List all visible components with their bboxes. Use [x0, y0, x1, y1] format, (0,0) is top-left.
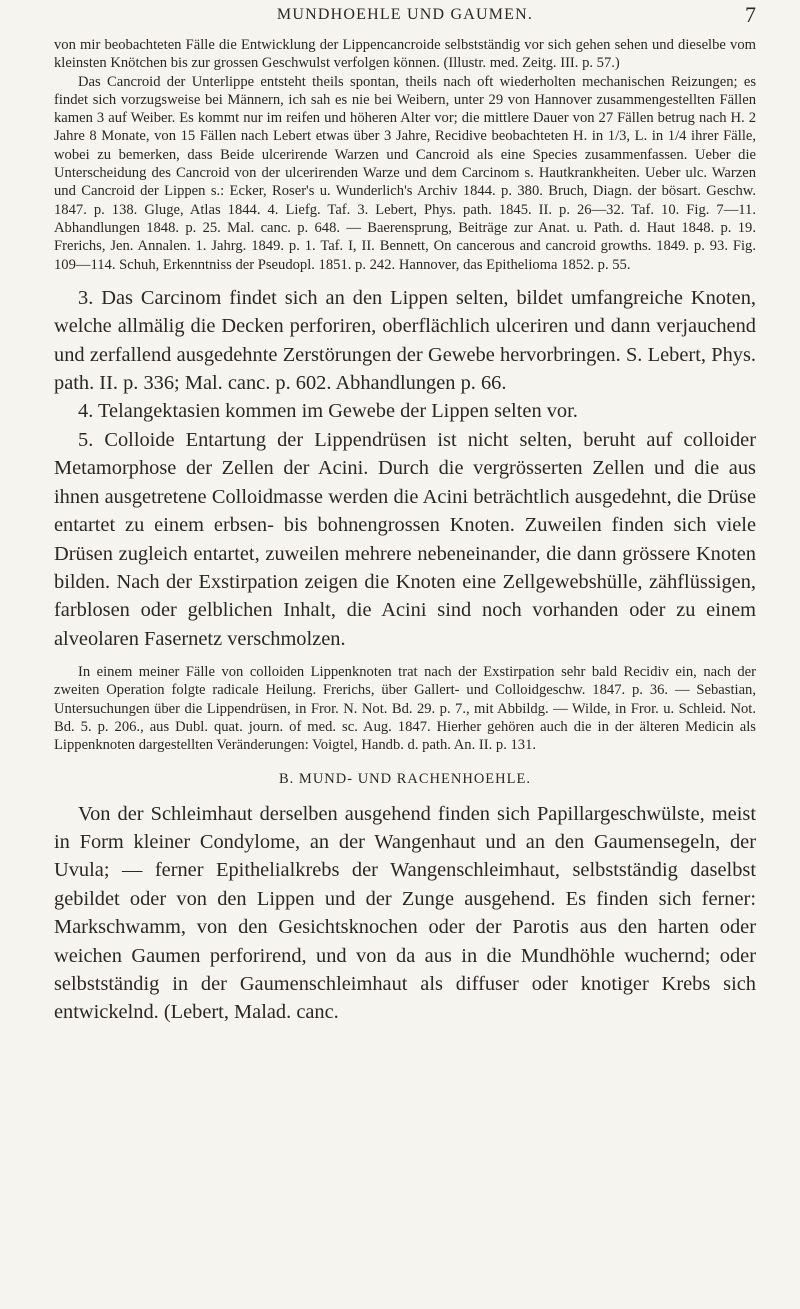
paragraph-carcinom: 3. Das Carcinom findet sich an den Lippen selten, bildet umfangreiche Knoten, welche allmälig die Decken perforiren, oberflächlich ulceriren und dann verjauchend und zerfallend ausgedehnte Zerstörungen der Gewebe hervorbringen. S. Lebert, Phys. path. II. p. 336; Mal. canc. p. 602. Abhandlungen p. 66.	[54, 286, 756, 395]
paragraph-telangektasien: 4. Telangektasien kommen im Gewebe der Lippen selten vor.	[78, 400, 578, 423]
paragraph-colloid-references: In einem meiner Fälle von colloiden Lippenknoten trat nach der Exstirpation sehr bald Recidiv ein, nach der zweiten Operation folgte radicale Heilung. Frerichs, über Gallert- und Colloidgeschw. 1847. p. 36. — Sebastian, Untersuchungen über die Lippendrüsen, in Fror. N. Not. Bd. 29. p. 7., mit Abbildg. — Wilde, in Fror. u. Schleid. Not. Bd. 5. p. 206., aus Dubl. quat. journ. of med. sc. Aug. 1847. Hierher gehören auch die in der älteren Medicin als Lippenknoten dargestellten Veränderungen: Voigtel, Handb. d. path. An. II. p. 131.	[54, 664, 756, 754]
paragraph-continuation: von mir beobachteten Fälle die Entwicklung der Lippencancroide selbstständig vor sich gehen sehen und dieselbe vom kleinsten Knötchen bis zur grossen Geschwulst verfolgen können. (Illustr. med. Zeitg. III. p. 57.)	[54, 37, 756, 72]
paragraph-colloide-entartung: 5. Colloide Entartung der Lippendrüsen ist nicht selten, beruht auf colloider Metamorphose der Zellen der Acini. Durch die vergrösserten Zellen und die aus ihnen ausgetretene Colloidmasse werden die Acini beträchtlich ausgedehnt, die Drüse entartet zu einem erbsen- bis bohnengrossen Knoten. Zuweilen finden sich viele Drüsen zugleich entartet, zuweilen mehrere nebeneinander, die dann grössere Knoten bilden. Nach der Exstirpation zeigen die Knoten eine Zellgewebshülle, zähflüssigen, farblosen oder gelblichen Inhalt, die Acini sind noch vorhanden oder zu einem alveolaren Fasernetz verschmolzen.	[54, 428, 756, 650]
paragraph-mund-rachenhoehle: Von der Schleimhaut derselben ausgehend finden sich Papillargeschwülste, meist in Form kleiner Condylome, an der Wangenhaut und an den Gaumensegeln, der Uvula; — ferner Epithelialkrebs der Wangenschleimhaut, selbstständig daselbst gebildet oder von den Lippen und der Zunge ausgehend. Es finden sich ferner: Markschwamm, von den Gesichtsknochen oder der Parotis aus den harten oder weichen Gaumen perforirend, und von da aus in die Mundhöhle wuchernd; oder selbstständig in der Gaumenschleimhaut als diffuser oder knotiger Krebs sich entwickelnd. (Lebert, Malad. canc.	[54, 802, 756, 1024]
running-title: MUNDHOEHLE UND GAUMEN.	[276, 6, 534, 23]
running-head	[54, 0, 756, 36]
page-number: 7	[745, 2, 756, 27]
section-heading: B. MUND- UND RACHENHOEHLE.	[279, 770, 531, 787]
paragraph-cancroid-references: Das Cancroid der Unterlippe entsteht theils spontan, theils nach oft wiederholten mechanischen Reizungen; es findet sich vorzugsweise bei Männern, ich sah es nie bei Weibern, unter 29 von Hannover zusammengestellten Fällen kamen 3 auf Weiber. Es kommt nur im reifen und höheren Alter vor; die mittlere Dauer von 27 Fällen betrug nach H. 2 Jahre 8 Monate, von 15 Fällen nach Lebert etwas über 3 Jahre, Recidive beobachteten H. in 1/3, L. in 1/4 ihrer Fälle, wobei zu bemerken, dass Beide ulcerirende Warzen und Cancroid als eine Species zusammenfassen. Ueber die Unterscheidung des Cancroid von der ulcerirenden Warze und dem Carcinom s. Hautkrankheiten. Ueber ulc. Warzen und Cancroid der Lippen s.: Ecker, Roser's u. Wunderlich's Archiv 1844. p. 380. Bruch, Diagn. der bösart. Geschw. 1847. p. 138. Gluge, Atlas 1844. 4. Liefg. Taf. 3. Lebert, Phys. path. 1845. II. p. 26—32. Taf. 10. Fig. 7—11. Abhandlungen 1848. p. 25. Mal. canc. p. 648. — Baerensprung, Beiträge zur Anat. u. Path. d. Haut 1848. p. 19. Frerichs, Jen. Annalen. 1. Jahrg. 1849. p. 1. Taf. I, II. Bennett, On cancerous and cancroid growths. 1849. p. 93. Fig. 109—114. Schuh, Erkenntniss der Pseudopl. 1851. p. 242. Hannover, das Epithelioma 1852. p. 55.	[54, 73, 756, 273]
